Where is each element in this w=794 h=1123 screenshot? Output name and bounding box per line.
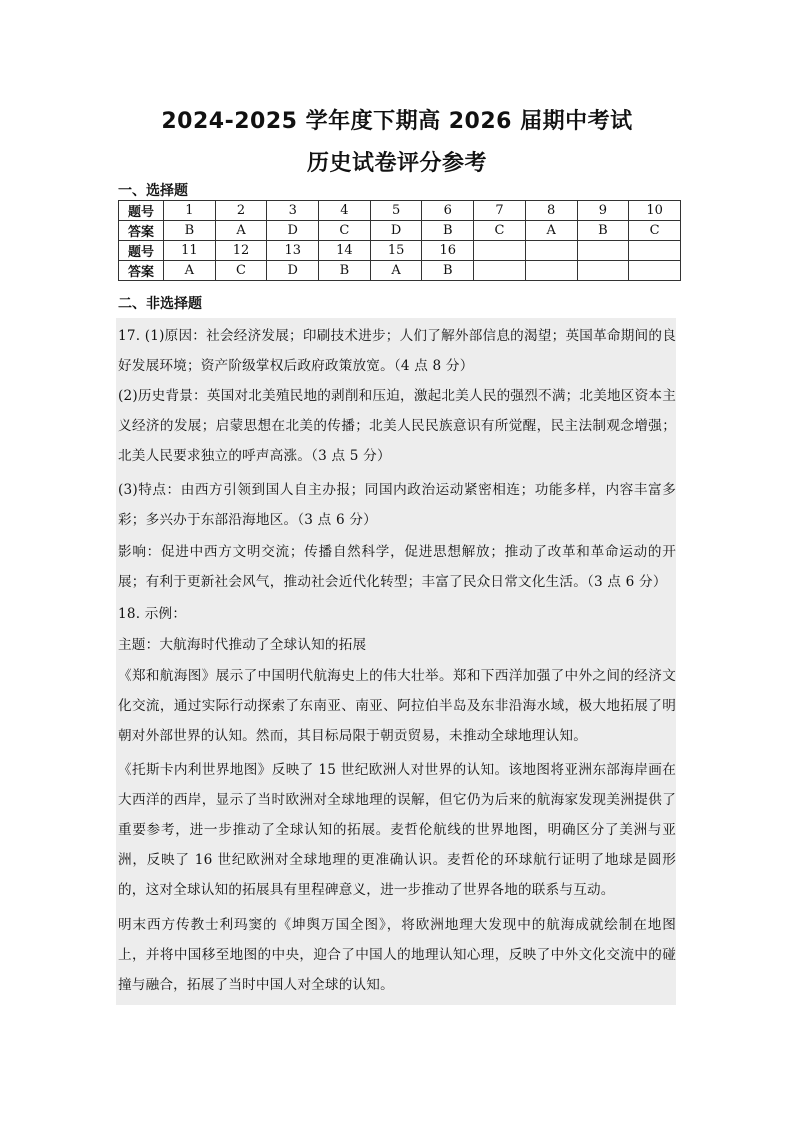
- table-cell: B: [577, 221, 629, 241]
- row-header: 答案: [119, 221, 164, 241]
- answer-paragraph: (2)历史背景：英国对北美殖民地的剥削和压迫，激起北美人民的强烈不满；北美地区资本主义经济的发展；启蒙思想在北美的传播；北美人民民族意识有所觉醒，民主法制观念增强；北美人民要求独立的呼声高涨。（3 点 5 分）: [118, 388, 676, 464]
- table-cell: A: [215, 221, 267, 241]
- answer-paragraph: 主题：大航海时代推动了全球认知的拓展: [118, 637, 367, 653]
- table-cell: B: [422, 261, 474, 281]
- row-header: 答案: [119, 261, 164, 281]
- table-cell: B: [319, 261, 371, 281]
- table-cell: 4: [319, 201, 371, 221]
- answer-table: [118, 200, 681, 281]
- answer-paragraph: 17. (1)原因：社会经济发展；印刷技术进步；人们了解外部信息的渴望；英国革命期间的良好发展环境；资产阶级掌权后政府政策放宽。（4 点 8 分）: [118, 328, 676, 374]
- page-title: 2024-2025 学年度下期高 2026 届期中考试: [161, 109, 633, 134]
- page-subtitle: 历史试卷评分参考: [306, 151, 487, 176]
- section-heading-nonchoice: 二、非选择题: [118, 296, 202, 312]
- table-cell: 8: [525, 201, 577, 221]
- table-cell: C: [215, 261, 267, 281]
- table-cell: [577, 241, 629, 261]
- table-cell: A: [525, 221, 577, 241]
- table-cell: 10: [629, 201, 681, 221]
- table-cell: [629, 261, 681, 281]
- answer-paragraph: 《郑和航海图》展示了中国明代航海史上的伟大壮举。郑和下西洋加强了中外之间的经济文化交流，通过实际行动探索了东南亚、南亚、阿拉伯半岛及东非沿海水域，极大地拓展了明朝对外部世界的认知。然而，其目标局限于朝贡贸易，未推动全球地理认知。: [118, 668, 676, 744]
- table-cell: 11: [164, 241, 216, 261]
- table-cell: [577, 261, 629, 281]
- table-cell: D: [267, 221, 319, 241]
- table-cell: 9: [577, 201, 629, 221]
- row-header: 题号: [119, 201, 164, 221]
- table-cell: B: [164, 221, 216, 241]
- table-cell: 3: [267, 201, 319, 221]
- answer-paragraph: 《托斯卡内利世界地图》反映了 15 世纪欧洲人对世界的认知。该地图将亚洲东部海岸画在大西洋的西岸，显示了当时欧洲对全球地理的误解，但它仍为后来的航海家发现美洲提供了重要参考，进一步推动了全球认知的拓展。麦哲伦航线的世界地图，明确区分了美洲与亚洲，反映了 16 世纪欧洲对全球地理的更准确认识。麦哲伦的环球航行证明了地球是圆形的，这对全球认知的拓展具有里程碑意义，进一步推动了世界各地的联系与互动。: [118, 762, 676, 898]
- table-cell: C: [474, 221, 526, 241]
- table-cell: 7: [474, 201, 526, 221]
- table-cell: C: [319, 221, 371, 241]
- table-cell: [525, 241, 577, 261]
- table-cell: A: [370, 261, 422, 281]
- answer-paragraph: 18. 示例：: [118, 606, 187, 622]
- table-cell: [525, 261, 577, 281]
- table-cell: 6: [422, 201, 474, 221]
- table-row: [119, 221, 681, 241]
- table-cell: D: [267, 261, 319, 281]
- answer-paragraph: (3)特点：由西方引领到国人自主办报；同国内政治运动紧密相连；功能多样，内容丰富多彩；多兴办于东部沿海地区。（3 点 6 分）: [118, 482, 676, 528]
- table-cell: 2: [215, 201, 267, 221]
- row-header: 题号: [119, 241, 164, 261]
- table-cell: A: [164, 261, 216, 281]
- table-row: [119, 241, 681, 261]
- table-cell: B: [422, 221, 474, 241]
- table-cell: [629, 241, 681, 261]
- table-cell: [474, 261, 526, 281]
- table-cell: 15: [370, 241, 422, 261]
- table-cell: D: [370, 221, 422, 241]
- answer-paragraph: 明末西方传教士利玛窦的《坤舆万国全图》，将欧洲地理大发现中的航海成就绘制在地图上，并将中国移至地图的中央，迎合了中国人的地理认知心理，反映了中外文化交流中的碰撞与融合，拓展了当时中国人对全球的认知。: [118, 917, 676, 993]
- answer-paragraph: 影响：促进中西方文明交流；传播自然科学，促进思想解放；推动了改革和革命运动的开展；有利于更新社会风气，推动社会近代化转型；丰富了民众日常文化生活。（3 点 6 分）: [118, 544, 676, 590]
- table-cell: 16: [422, 241, 474, 261]
- table-cell: 5: [370, 201, 422, 221]
- table-cell: 1: [164, 201, 216, 221]
- table-row: [119, 201, 681, 221]
- section-heading-choice: 一、选择题: [118, 183, 188, 199]
- table-cell: 12: [215, 241, 267, 261]
- table-cell: 14: [319, 241, 371, 261]
- table-cell: C: [629, 221, 681, 241]
- table-cell: 13: [267, 241, 319, 261]
- table-row: [119, 261, 681, 281]
- table-cell: [474, 241, 526, 261]
